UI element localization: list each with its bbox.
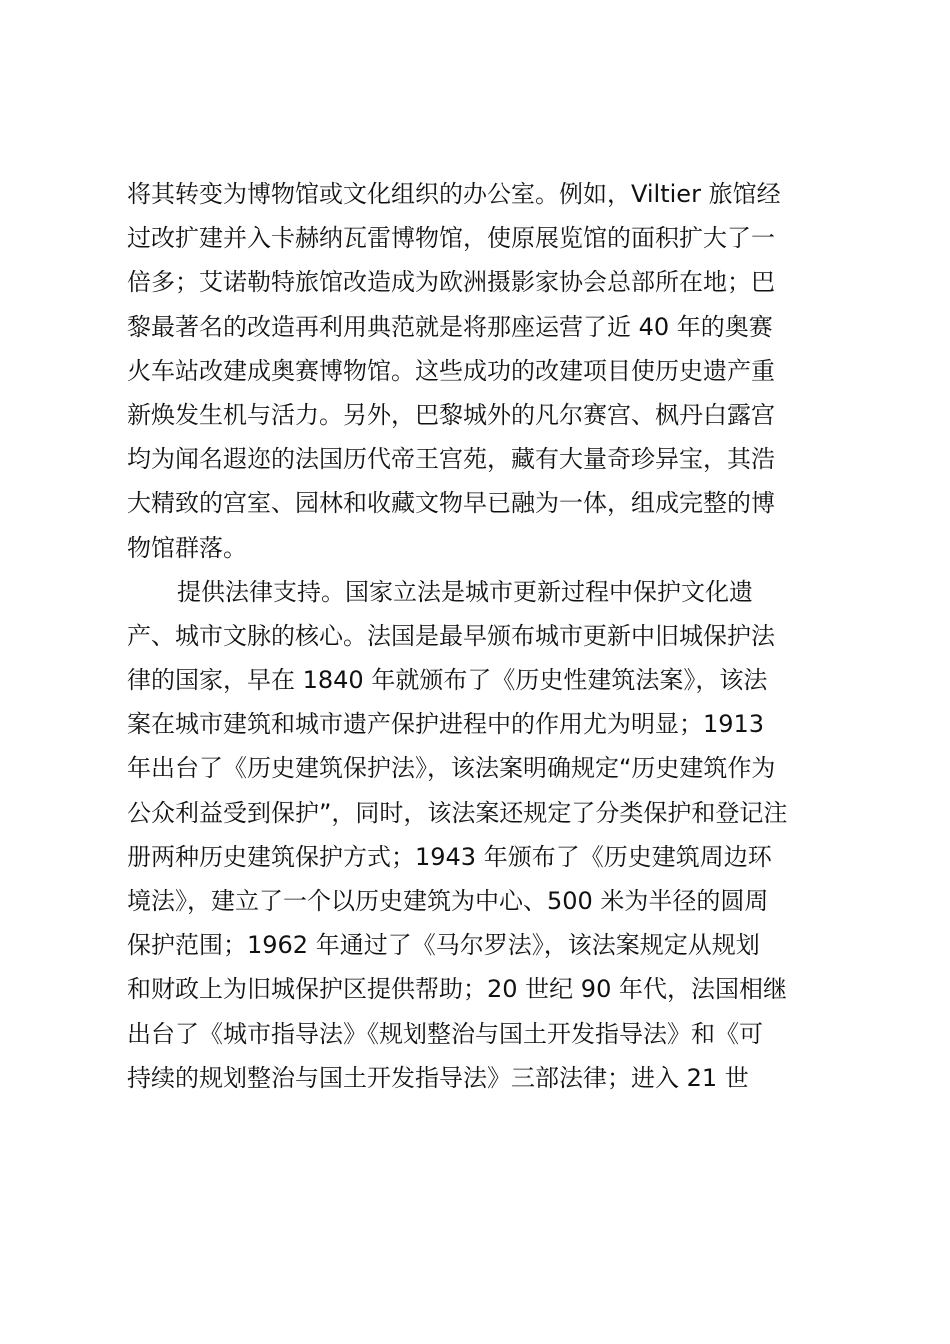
paragraph-line: 提供法律支持。国家立法是城市更新过程中保护文化遗 [177,577,753,606]
paragraph-line: 黎最著名的改造再利用典范就是将那座运营了近 40 年的奥赛 [127,312,773,341]
paragraph-line: 均为闻名遐迩的法国历代帝王宫苑，藏有大量奇珍异宝，其浩 [127,445,775,474]
document-body [127,172,832,1100]
paragraph-line: 境法》，建立了一个以历史建筑为中心、500 米为半径的圆周 [127,887,769,915]
paragraph-line: 将其转变为博物馆或文化组织的办公室。例如，Viltier 旅馆经 [127,180,781,208]
paragraph-museum-conversion [127,172,832,570]
paragraph-line: 物馆群落。 [127,533,247,562]
paragraph-line: 公众利益受到保护”，同时，该法案还规定了分类保护和登记注 [127,798,788,827]
paragraph-line: 大精致的宫室、园林和收藏文物早已融为一体，组成完整的博 [127,489,775,518]
paragraph-line: 律的国家，早在 1840 年就颁布了《历史性建筑法案》，该法 [127,666,768,695]
paragraph-line: 案在城市建筑和城市遗产保护进程中的作用尤为明显；1913 [127,710,765,739]
paragraph-line: 火车站改建成奥赛博物馆。这些成功的改建项目使历史遗产重 [127,356,775,385]
paragraph-line: 倍多；艾诺勒特旅馆改造成为欧洲摄影家协会总部所在地；巴 [127,268,775,297]
paragraph-line: 保护范围；1962 年通过了《马尔罗法》，该法案规定从规划 [127,931,760,960]
paragraph-line: 出台了《城市指导法》《规划整治与国土开发指导法》和《可 [127,1019,763,1048]
paragraph-line: 持续的规划整治与国土开发指导法》三部法律；进入 21 世 [127,1063,749,1092]
paragraph-line: 产、城市文脉的核心。法国是最早颁布城市更新中旧城保护法 [127,621,775,650]
paragraph-line: 和财政上为旧城保护区提供帮助；20 世纪 90 年代，法国相继 [127,975,787,1004]
paragraph-line: 册两种历史建筑保护方式；1943 年颁布了《历史建筑周边环 [127,842,772,871]
paragraph-line: 过改扩建并入卡赫纳瓦雷博物馆，使原展览馆的面积扩大了一 [127,224,775,253]
paragraph-line: 新焕发生机与活力。另外，巴黎城外的凡尔赛宫、枫丹白露宫 [127,400,775,429]
paragraph-line: 年出台了《历史建筑保护法》，该法案明确规定“历史建筑作为 [127,754,776,783]
paragraph-legal-support [127,570,832,1100]
